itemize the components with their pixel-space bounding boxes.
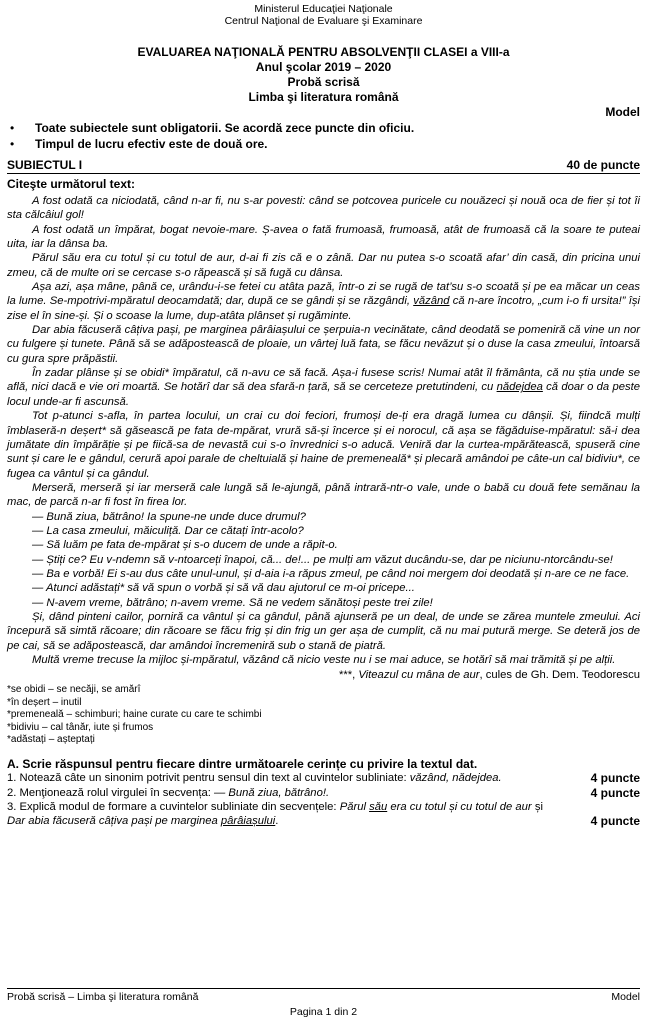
text-span: că doar o da peste locul unde-ar fi ascunsă. [7, 381, 640, 408]
dialogue-line: — La casa zmeului, măiculiță. Dar ce cătați într-acolo? [32, 524, 304, 537]
center-name: Centrul Naţional de Evaluare şi Examinare [224, 15, 423, 27]
task-text [7, 814, 278, 828]
task-prompt: 1. Notează câte un sinonim potrivit pentru sensul din text al cuvintelor subliniate: [7, 772, 410, 785]
section-name: SUBIECTUL I [7, 158, 83, 172]
footer-row [7, 989, 640, 1004]
section-header [7, 158, 640, 174]
rules-list [7, 120, 640, 152]
glossary-item: *se obidi – se necăji, se amărî [7, 684, 141, 696]
quote-part: era cu totul și cu totul de aur [387, 800, 532, 813]
quote-part: Părul [339, 800, 370, 813]
text-source [7, 668, 640, 682]
source-title: Viteazul cu mâna de aur [358, 669, 480, 682]
model-label: Model [605, 105, 640, 119]
source-prefix: ***, [338, 669, 359, 682]
quote-part: . [275, 814, 279, 827]
text-span: Așa azi, așa mâne, până ce, urându-i-se fetei cu atâta pază, într-o zi se rugă de tat’su s-o scoată și pe ea măcar un ceas la lume. Se-mpotrivi-mpăratul deocamdată; dar, după ce se gândi și se răzgândi, [7, 281, 640, 308]
task-item [7, 800, 640, 828]
page-footer [7, 988, 640, 1019]
task-item [7, 786, 640, 800]
reading-text [7, 194, 640, 667]
ministry-name: Ministerul Educaţiei Naţionale [254, 3, 393, 15]
text-paragraph: Merseră, merseră și iar merseră cale lungă să le-ajungă, până intrară-ntr-o vale, unde o babă cu două fete semănau la mac, de parcă n-ar fi fost în firea lor. [7, 481, 640, 509]
task-item [7, 771, 640, 785]
task-text-line [7, 814, 640, 828]
text-paragraph: Părul său era cu totul și cu totul de aur, d-ai fi zis că e o zână. Dar nu putea s-o scoată afar’ din casă, din pricina unui zmeu, că de multe ori se cercase s-o răpească și să fugă cu dânsa. [7, 252, 640, 279]
glossary-item: *bidiviu – cal tânăr, iute și frumos [7, 721, 154, 733]
footer-right: Model [611, 991, 640, 1003]
text-span: că n-are încotro, „cum i-o fi ursita!” își zise el în sine-și. Și o scoase la lume, dup-atâta plânset și rugăminte. [7, 295, 640, 322]
task-points: 4 puncte [590, 813, 640, 828]
text-paragraph: A fost odată un împărat, bogat nevoie-mare. Ș-avea o fată frumoasă, frumoasă, atât de frumoasă că la soare te puteai uita, iar la dânsa ba. [7, 223, 640, 251]
task-text [7, 771, 502, 785]
exam-subject: Limba şi literatura română [248, 90, 399, 104]
task-text [7, 800, 640, 814]
text-paragraph: A fost odată ca niciodată, când n-ar fi, nu s-ar povesti: când se potcovea puricele cu nouăzeci și nouă oca de fier și tot îi sta călcâiul gol! [7, 195, 640, 222]
underlined-word: văzând [413, 295, 450, 308]
school-year: Anul şcolar 2019 – 2020 [255, 60, 392, 74]
dialogue-line: — Atunci adăstați* să vă spun o vorbă și să vă dau ajutorul ce m-oi pricepe... [32, 582, 415, 595]
task-prompt: 2. Menţionează rolul virgulei în secvența: [7, 786, 214, 799]
glossary-item: *în deșert – inutil [7, 696, 82, 708]
ministry-header [7, 3, 640, 27]
page-number: Pagina 1 din 2 [289, 1006, 358, 1018]
glossary-item: *premeneală – schimburi; haine curate cu care te schimbi [7, 709, 262, 721]
glossary [7, 684, 640, 746]
underlined-word: pârâiașului [220, 814, 276, 827]
text-paragraph [7, 366, 640, 409]
source-rest: , cules de Gh. Dem. Teodorescu [479, 669, 640, 682]
dialogue-line: — Ba e vorbă! Ei s-au dus câte unul-unul, și d-aia i-a răpus zmeul, pe când noi mergem doi deodată și n-are ce ne face. [32, 567, 630, 580]
text-paragraph: Și, dând pinteni cailor, porniră ca vântul și ca gândul, până ajunseră pe un deal, de unde se zărea muntele zmeului. Aci începură să simtă răcoare; din răcoare se făcu frig și din frig un ger așa de cumplit, că nu mai putură merge. Se deteră jos de pe cai, să se adăpostească, dar amândoi încremeniră sub o stană de piatră. [7, 610, 640, 652]
underlined-word: său [369, 800, 388, 813]
dialogue-line: — Bună ziua, bătrâno! Ia spune-ne unde duce drumul? [32, 510, 306, 523]
task-quote: — Bună ziua, bătrâno!. [214, 786, 330, 799]
text-paragraph: Dar abia făcuseră câțiva pași, pe marginea pârâiașului ce șerpuia-n vecinătate, când deodată se pomeniră că vine un nor cu fulgere și tunete. Până să se adăpostească de ploaie, un vârtej luă fata, se făcu nevăzut și o duse la casa zmeului, întoarsă cu gura spre prăpăstii. [7, 324, 640, 365]
exam-type: Probă scrisă [287, 75, 360, 89]
exam-title: EVALUAREA NAŢIONALĂ PENTRU ABSOLVENŢII CLASEI a VIII-a [137, 45, 510, 59]
tasks-heading: A. Scrie răspunsul pentru fiecare dintre următoarele cerințe cu privire la textul dat. [7, 757, 478, 772]
footer-left: Probă scrisă – Limba şi literatura română [7, 991, 199, 1003]
task-quote [7, 815, 275, 827]
text-paragraph: Multă vreme trecuse la mijloc și-mpăratul, văzând că nicio veste nu i se mai aduce, se hotărî să mai trămită și pe alții. [32, 654, 616, 666]
underlined-word: nădejdea [496, 381, 543, 394]
rule-item: • Toate subiectele sunt obligatorii. Se acordă zece puncte din oficiu. [7, 120, 640, 136]
task-connector: și [531, 800, 543, 813]
glossary-item: *adăstați – așteptați [7, 733, 95, 745]
section-points: 40 de puncte [566, 158, 640, 172]
task-points: 4 puncte [590, 771, 640, 786]
reading-instruction: Citeşte următorul text: [7, 177, 136, 191]
dialogue-line: — Știți ce? Eu v-ndemn să v-ntoarceți înapoi, că... de!... pe mulți am văzut ducându-se, dar pe niciunu-ntorcându-se! [32, 553, 613, 566]
task-text [7, 786, 329, 800]
text-paragraph [7, 280, 640, 323]
task-quote: văzând, nădejdea. [409, 772, 502, 785]
text-paragraph: Tot p-atunci s-afla, în partea locului, un crai cu doi feciori, frumoși de-ți era dragă lumea cu dânșii. Și, fiindcă mulți îmblaseră-n deșert* să găsească pe fata de-mpărat, vrură să-și încerce și ei norocul, că așa se făgăduise-mpăratul: să-i dea jumătate din împărăție și pe fiică-sa de nevastă cui s-o învrednici s-o aducă. Veniră dar la curtea-mpărătească, spuseră cine sunt și care le e gândul, cerură apoi parale de cheltuială și haine de premeneală* și plecară amândoi pe câte-un cal bidiviu*, ce fugea ca vântul și ca gândul. [7, 410, 640, 480]
text-span: În zadar plânse și se obidi* împăratul, că n-avu ce să facă. Așa-i fusese scris! Numai atât îl frământa, că nu știa unde se află, nici dacă e vie ori moartă. Se hotărî dar să dea sfară-n țară, să se cerceteze pretutindeni, cu [7, 367, 640, 394]
dialogue-line: — N-avem vreme, bătrâno; n-avem vreme. Să ne vedem sănătoși peste trei zile! [32, 596, 433, 609]
task-quote [340, 801, 532, 813]
dialogue-line: — Să luăm pe fata de-mpărat și s-o ducem de unde a răpit-o. [32, 539, 338, 552]
quote-part: Dar abia făcuseră câțiva pași pe marginea [7, 814, 221, 827]
rule-item: • Timpul de lucru efectiv este de două ore. [7, 136, 640, 152]
task-points: 4 puncte [590, 785, 640, 800]
task-prompt: 3. Explică modul de formare a cuvintelor subliniate din secvențele: [7, 800, 340, 813]
